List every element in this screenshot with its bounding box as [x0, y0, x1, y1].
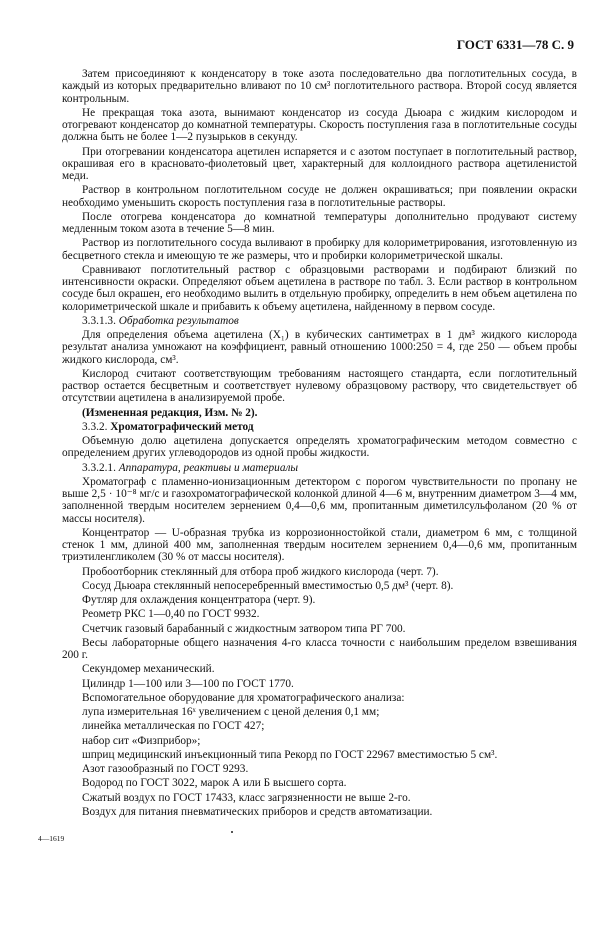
paragraph: Сравнивают поглотительный раствор с образцовыми растворами и подбирают близкий по интенсивности окраски. Определяют объем ацетилена в растворе по табл. 3. Если раствор в контрольном сосуде был окрашен, его необходимо вылить в отдельную пробирку, определить в нем объем ацетилена по колориметрической шкале и прибавить к объему ацетилена, найденному в первом сосуде.: [62, 263, 577, 313]
equipment-list: [62, 476, 577, 818]
paragraph: Затем присоединяют к конденсатору в токе азота последовательно два поглотительных сосуда, в каждый из которых предварительно вливают по 10 см³ поглотительного раствора. Второй сосуд является контрольным.: [62, 68, 577, 105]
paragraph: Объемную долю ацетилена допускается определять хроматографическим методом совместно с определением других углеводородов из одной пробы жидкости.: [62, 435, 577, 460]
equipment-item: Вспомогательное оборудование для хроматографического анализа:: [82, 691, 405, 704]
section-title: Обработка результатов: [118, 314, 239, 327]
paragraph: Раствор из поглотительного сосуда выливают в пробирку для колориметрирования, изготовленную из бесцветного стекла и имеющую те же размеры, что и пробирки колориметрической шкалы.: [62, 237, 577, 262]
equipment-item: Пробоотборник стеклянный для отбора проб жидкого кислорода (черт. 7).: [82, 565, 439, 578]
paragraph: Для определения объема ацетилена (X₁) в кубических сантиметрах в 1 дм³ жидкого кислорода результат анализа умножают на коэффициент, равный отношению 1000:250 = 4, где 250 — объем пробы жидкого кислорода, см³.: [62, 329, 577, 366]
equipment-item: Цилиндр 1—100 или 3—100 по ГОСТ 1770.: [82, 677, 294, 690]
equipment-item: линейка металлическая по ГОСТ 427;: [82, 720, 265, 733]
paragraph: Раствор в контрольном поглотительном сосуде не должен окрашиваться; при появлении окраски необходимо уменьшить скорость поступления газа в поглотительные растворы.: [62, 184, 577, 209]
amendment-note: (Измененная редакция, Изм. № 2).: [82, 406, 258, 419]
equipment-item: набор сит «Физприбор»;: [82, 734, 201, 747]
equipment-item: Счетчик газовый барабанный с жидкостным затвором типа РГ 700.: [82, 622, 406, 635]
paragraph: Кислород считают соответствующим требованиям настоящего стандарта, если поглотительный раствор остается бесцветным и соответствует нулевому образцовому раствору, что свидетельствует об отсутствии ацетилена в анализируемой пробе.: [62, 367, 577, 405]
page-footer-code: 4—1619: [38, 834, 65, 843]
equipment-item: Воздух для питания пневматических приборов и средств автоматизации.: [82, 805, 433, 818]
equipment-item: Хроматограф с пламенно-ионизационным детектором с порогом чувствительности по пропану не выше 2,5 · 10⁻⁸ мг/с и газохроматографической колонкой длиной 4—6 м, внутренним диаметром 3—4 мм, заполненной твердым носителем зернением 0,4—0,6 мм, пропитанным диметилсульфоланом (20 % от массы носителя).: [62, 475, 577, 525]
equipment-item: Азот газообразный по ГОСТ 9293.: [82, 763, 249, 775]
equipment-item: Водород по ГОСТ 3022, марок А или Б высшего сорта.: [82, 777, 347, 790]
equipment-item: шприц медицинский инъекционный типа Рекорд по ГОСТ 22967 вместимостью 5 см³.: [82, 748, 498, 761]
equipment-item: лупа измерительная 16ˣ увеличением с ценой деления 0,1 мм;: [82, 706, 380, 718]
section-heading-3-3-2-1: [62, 462, 577, 474]
paragraph: При отогревании конденсатора ацетилен испаряется и с азотом поступает в поглотительный раствор, окрашивая его в красновато-фиолетовый цвет, характерный для коллоидного раствора ацетиленистой меди.: [62, 145, 577, 182]
equipment-item: Сосуд Дьюара стеклянный непосеребренный вместимостью 0,5 дм³ (черт. 8).: [82, 579, 454, 592]
section-number: 3.3.2.: [82, 420, 111, 433]
paragraph: После отогрева конденсатора до комнатной температуры дополнительно продувают систему медленным током азота в течение 5—8 мин.: [62, 210, 577, 235]
section-title: Аппаратура, реактивы и материалы: [118, 461, 299, 474]
section-title: Хроматографический метод: [110, 420, 254, 433]
equipment-item: Весы лабораторные общего назначения 4-го класса точности с наибольшим пределом взвешивания 200 г.: [62, 636, 577, 661]
equipment-item: Футляр для охлаждения концентратора (черт. 9).: [82, 594, 316, 606]
section-number: 3.3.1.3.: [82, 314, 119, 327]
paragraph: Не прекращая тока азота, вынимают конденсатор из сосуда Дьюара с жидким кислородом и отогревают конденсатор до комнатной температуры. Скорость поступления газа в поглотительные сосуды должна быть не более 1—2 пузырьков в секунду.: [62, 106, 577, 144]
equipment-item: Сжатый воздух по ГОСТ 17433, класс загрязненности не выше 2-го.: [82, 791, 411, 804]
equipment-item: Концентратор — U-образная трубка из коррозионностойкой стали, диаметром 6 мм, с толщиной стенок 1 мм, длиной 400 мм, заполненная твердым носителем зернением 0,4—0,6 мм, пропитанным триэтиленгликолем (30 % от массы носителя).: [62, 526, 577, 564]
page-header: ГОСТ 6331—78 С. 9: [456, 37, 574, 52]
section-heading-3-3-2: [62, 421, 577, 433]
section-number: 3.3.2.1.: [82, 461, 119, 474]
scan-speck: [231, 831, 233, 833]
document-body: [62, 68, 577, 820]
section-heading-3-3-1-3: [62, 315, 577, 327]
equipment-item: Секундомер механический.: [82, 663, 215, 676]
equipment-item: Реометр РКС 1—0,40 по ГОСТ 9932.: [82, 608, 260, 621]
